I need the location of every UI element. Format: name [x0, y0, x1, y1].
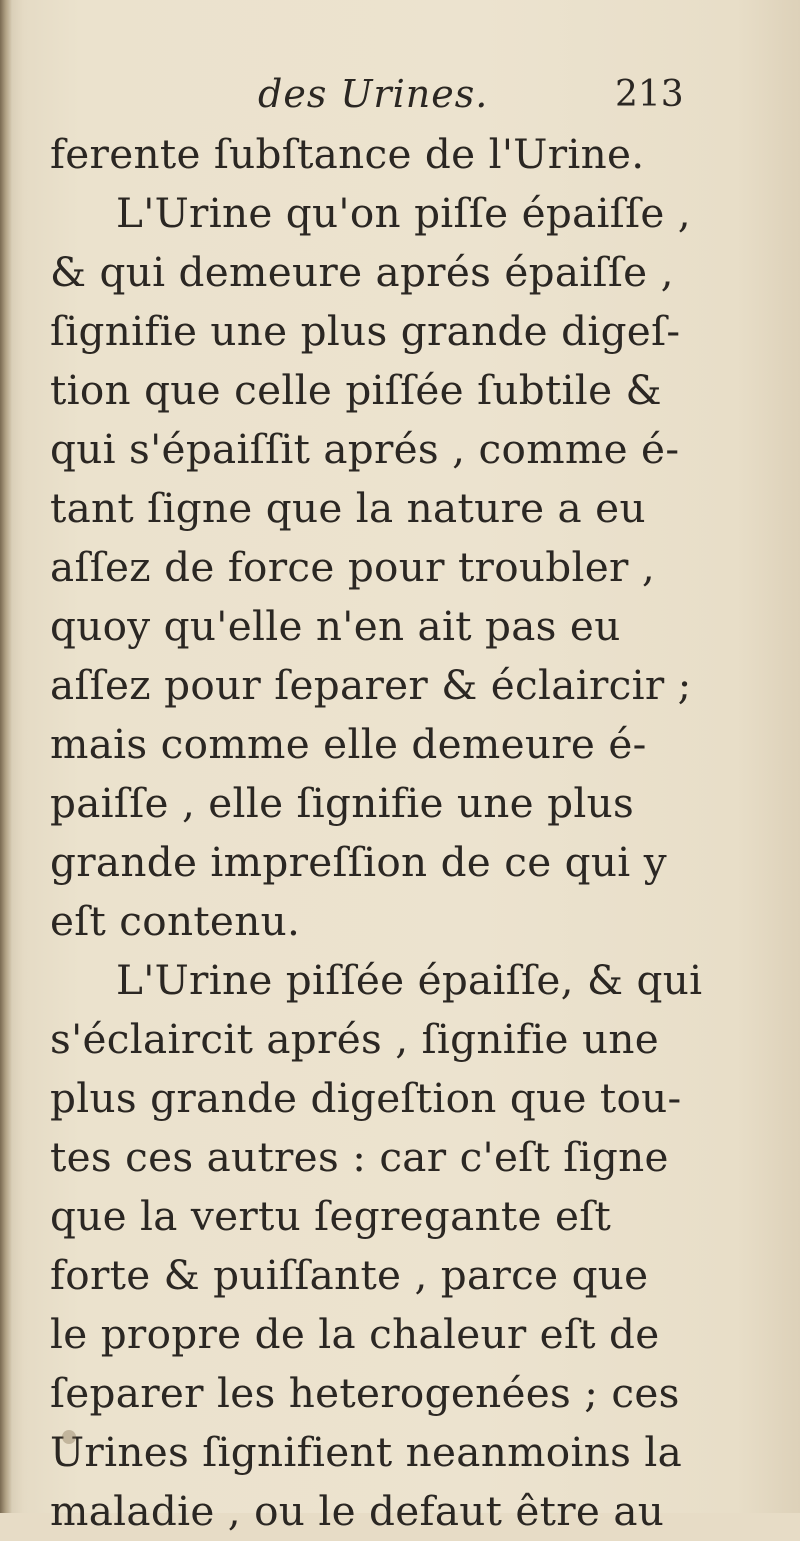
page-header [0, 70, 800, 130]
text-line: le propre de la chaleur eſt de [50, 1310, 660, 1358]
page-binding-edge [0, 0, 12, 1513]
text-line: ſeparer les heterogenées ; ces [50, 1369, 680, 1417]
text-line: eſt contenu. [50, 897, 301, 945]
text-line: Urines ſignifient neanmoins la [50, 1428, 683, 1476]
text-line: & qui demeure aprés épaiſſe , [50, 248, 674, 296]
text-line: tes ces autres : car c'eſt ſigne [50, 1133, 669, 1181]
text-line: maladie , ou le defaut être au [50, 1487, 665, 1535]
text-line: grande impreſſion de ce qui y [50, 838, 667, 886]
text-line: plus grande digeſtion que tou- [50, 1074, 682, 1122]
text-line: aſſez pour ſeparer & éclaircir ; [50, 661, 692, 709]
text-line: s'éclaircit aprés , ſignifie une [50, 1015, 659, 1063]
ink-smudge [62, 1430, 76, 1444]
body-text [50, 125, 750, 1541]
text-line: qui s'épaiſſit aprés , comme é- [50, 425, 680, 473]
text-line: mais comme elle demeure é- [50, 720, 647, 768]
text-line: ſignifie une plus grande digeſ- [50, 307, 681, 355]
text-line: L'Urine piſſée épaiſſe, & qui [116, 956, 703, 1004]
text-line: aſſez de force pour troubler , [50, 543, 656, 591]
page-number: 213 [615, 74, 684, 115]
text-line: quoy qu'elle n'en ait pas eu [50, 602, 621, 650]
text-line: que la vertu ſegregante eſt [50, 1192, 612, 1240]
text-line: forte & puiſſante , parce que [50, 1251, 649, 1299]
text-line: tant ſigne que la nature a eu [50, 484, 646, 532]
text-line: paiſſe , elle ſignifie une plus [50, 779, 635, 827]
text-line: ferente ſubſtance de l'Urine. [50, 130, 645, 178]
text-line: L'Urine qu'on piſſe épaiſſe , [116, 189, 691, 237]
running-title: des Urines. [258, 72, 489, 116]
text-line: tion que celle piſſée ſubtile & [50, 366, 662, 414]
